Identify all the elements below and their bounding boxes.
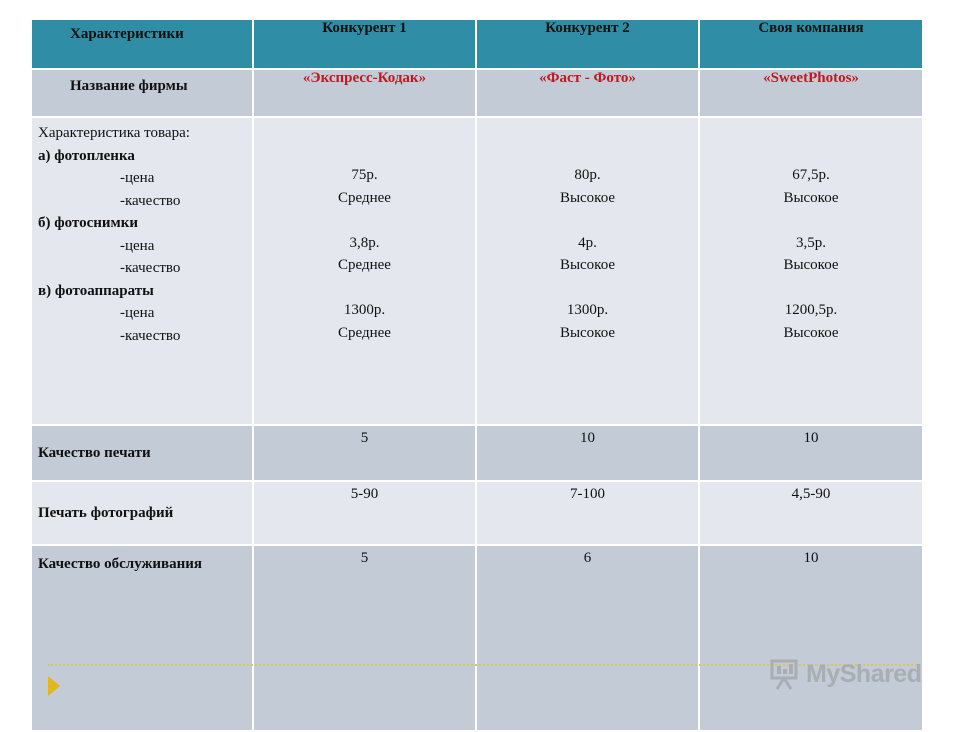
film-quality: Высокое [559,189,616,206]
header-own-company: Своя компания [699,19,923,69]
cameras-quality: Среднее [338,324,391,341]
cameras-price: 1300р. [566,302,609,318]
photos-quality-label: -качество [120,260,181,276]
service-quality-2: 6 [476,545,699,731]
photos-price: 3,8р. [349,234,380,251]
print-quality-label: Качество печати [31,425,253,481]
firm-name-1: «Экспресс-Кодак» [253,69,476,117]
film-price: 80р. [574,167,601,183]
product-values-own-company [699,117,923,425]
service-quality-row [31,545,923,731]
comparison-table [30,18,924,732]
cameras-price: 1300р. [343,302,386,318]
header-characteristics: Характеристики [31,19,253,69]
photos-quality: Высокое [559,257,616,273]
film-price: 67,5р. [792,167,830,183]
service-quality-label: Качество обслуживания [31,545,253,731]
film-price-label: -цена [120,170,155,186]
header-competitor-2: Конкурент 2 [476,19,699,69]
film-label: а) фотопленка [38,147,135,164]
film-quality-label: -качество [120,192,181,209]
photo-printing-3: 4,5-90 [699,481,923,545]
product-values-competitor-2 [476,117,699,425]
print-quality-1: 5 [253,425,476,481]
product-characteristics-row [31,117,923,425]
firm-name-label: Название фирмы [31,69,253,117]
print-quality-2: 10 [476,425,699,481]
print-quality-row [31,425,923,481]
cameras-price: 1200,5р. [784,302,838,318]
firm-name-row [31,69,923,117]
product-title: Характеристика товара: [38,125,190,141]
film-price: 75р. [351,167,378,183]
photo-printing-label: Печать фотографий [31,481,253,545]
film-quality: Среднее [338,189,391,206]
logo-text: MyShared [806,660,922,688]
play-arrow-icon [48,676,60,696]
photos-price: 4р. [578,234,597,251]
firm-name-2: «Фаст - Фото» [476,69,699,117]
cameras-price-label: -цена [120,305,155,321]
service-quality-1: 5 [253,545,476,731]
firm-name-3: «SweetPhotos» [699,69,923,117]
photo-printing-2: 7-100 [476,481,699,545]
cameras-quality-label: -качество [120,327,181,344]
header-row [31,19,923,69]
service-quality-3: 10 [699,545,923,731]
product-characteristics-label [31,117,253,425]
photos-quality: Высокое [783,257,839,273]
photo-printing-1: 5-90 [253,481,476,545]
photos-label: б) фотоснимки [38,215,139,231]
cameras-label: в) фотоаппараты [38,282,154,299]
presentation-board-icon [768,658,802,692]
myshared-logo [768,656,928,696]
photos-price: 3,5р. [796,234,826,251]
cameras-quality: Высокое [783,324,839,341]
print-quality-3: 10 [699,425,923,481]
film-quality: Высокое [783,189,839,206]
product-values-competitor-1 [253,117,476,425]
cameras-quality: Высокое [559,324,616,341]
photos-quality: Среднее [338,257,391,273]
photos-price-label: -цена [120,237,155,254]
photo-printing-row [31,481,923,545]
header-competitor-1: Конкурент 1 [253,19,476,69]
